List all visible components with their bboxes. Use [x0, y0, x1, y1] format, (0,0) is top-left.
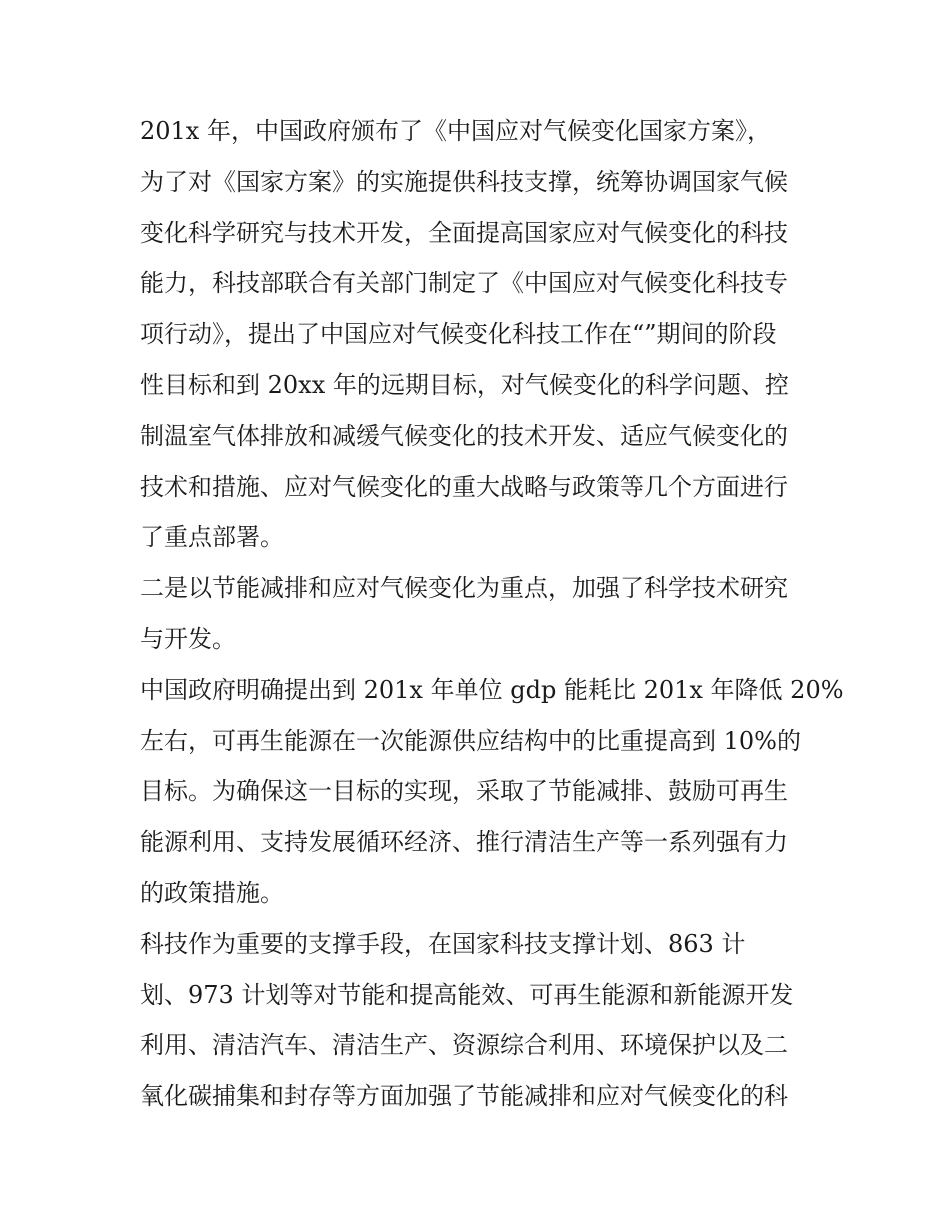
text-line: 左右，可再生能源在一次能源供应结构中的比重提高到 10%的 — [140, 726, 801, 755]
text-line: 的政策措施。 — [140, 878, 284, 907]
text-line: 性目标和到 20xx 年的远期目标，对气候变化的科学问题、控 — [140, 370, 789, 399]
text-line: 了重点部署。 — [140, 523, 284, 552]
text-line: 利用、清洁汽车、清洁生产、资源综合利用、环境保护以及二 — [140, 1031, 788, 1060]
text-line: 氧化碳捕集和封存等方面加强了节能减排和应对气候变化的科 — [140, 1082, 788, 1111]
text-line: 划、973 计划等对节能和提高能效、可再生能源和新能源开发 — [140, 980, 794, 1009]
text-line: 二是以节能减排和应对气候变化为重点，加强了科学技术研究 — [140, 574, 788, 603]
text-line: 技术和措施、应对气候变化的重大战略与政策等几个方面进行 — [140, 472, 788, 501]
text-line: 中国政府明确提出到 201x 年单位 gdp 能耗比 201x 年降低 20% — [140, 675, 844, 704]
text-line: 201x 年，中国政府颁布了《中国应对气候变化国家方案》， — [140, 117, 771, 145]
text-line: 目标。为确保这一目标的实现，采取了节能减排、鼓励可再生 — [140, 777, 788, 806]
text-line: 能源利用、支持发展循环经济、推行清洁生产等一系列强有力 — [140, 828, 788, 857]
text-line: 与开发。 — [140, 624, 236, 653]
text-line: 为了对《国家方案》的实施提供科技支撑，统筹协调国家气候 — [140, 167, 788, 196]
text-line: 变化科学研究与技术开发，全面提高国家应对气候变化的科技 — [140, 218, 788, 247]
text-line: 制温室气体排放和减缓气候变化的技术开发、适应气候变化的 — [140, 421, 788, 450]
text-line: 科技作为重要的支撑手段，在国家科技支撑计划、863 计 — [140, 929, 746, 958]
text-line: 能力，科技部联合有关部门制定了《中国应对气候变化科技专 — [140, 269, 788, 298]
body-text — [140, 106, 844, 1122]
text-line: 项行动》，提出了中国应对气候变化科技工作在“”期间的阶段 — [140, 320, 777, 349]
